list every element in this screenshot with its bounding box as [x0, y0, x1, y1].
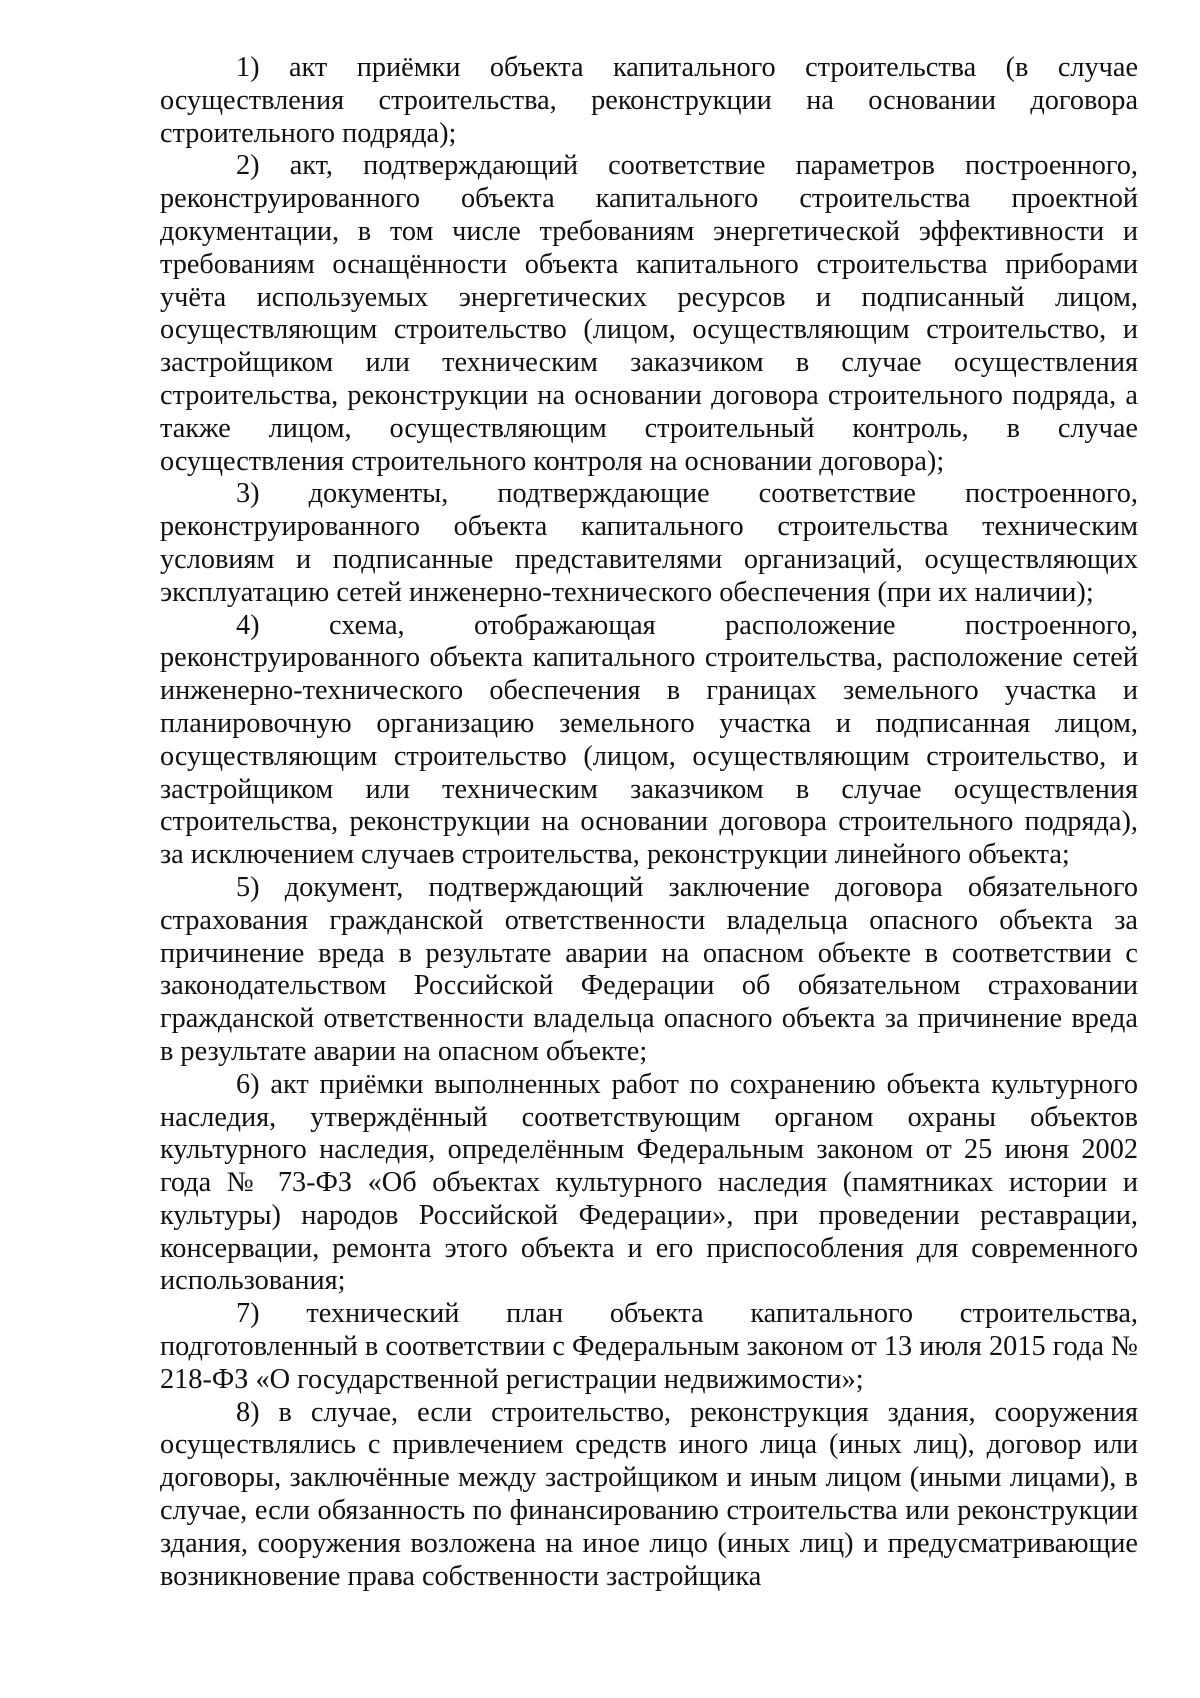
document-page — [160, 52, 1138, 1593]
paragraph-item-7: 7) технический план объекта капитального строительства, подготовленный в соответствии с Федеральным законом от 13 июля 2015 года № 218-ФЗ «О государственной регистрации недвижимости»; — [160, 1298, 1138, 1395]
paragraph-item-6: 6) акт приёмки выполненных работ по сохранению объекта культурного наследия, утверждённый соответствующим органом охраны объектов культурного наследия, определённым Федеральным законом от 25 июня 2002 года № 73-ФЗ «Об объектах культурного наследия (памятниках истории и культуры) народов Российской Федерации», при проведении реставрации, консервации, ремонта этого объекта и его приспособления для современного использования; — [160, 1068, 1138, 1297]
paragraph-item-2: 2) акт, подтверждающий соответствие параметров построенного, реконструированного объекта капитального строительства проектной документации, в том числе требованиям энергетической эффективности и требованиям оснащённости объекта капитального строительства приборами учёта используемых энергетических ресурсов и подписанный лицом, осуществляющим строительство (лицом, осуществляющим строительство, и застройщиком или техническим заказчиком в случае осуществления строительства, реконструкции на основании договора строительного подряда, а также лицом, осуществляющим строительный контроль, в случае осуществления строительного контроля на основании договора); — [160, 150, 1138, 477]
paragraph-item-5: 5) документ, подтверждающий заключение договора обязательного страхования гражданской ответственности владельца опасного объекта за причинение вреда в результате аварии на опасном объекте в соответствии с законодательством Российской Федерации об обязательном страховании гражданской ответственности владельца опасного объекта за причинение вреда в результате аварии на опасном объекте; — [160, 871, 1138, 1067]
paragraph-item-4: 4) схема, отображающая расположение построенного, реконструированного объекта капитального строительства, расположение сетей инженерно-технического обеспечения в границах земельного участка и планировочную организацию земельного участка и подписанная лицом, осуществляющим строительство (лицом, осуществляющим строительство, и застройщиком или техническим заказчиком в случае осуществления строительства, реконструкции на основании договора строительного подряда), за исключением случаев строительства, реконструкции линейного объекта; — [160, 609, 1138, 871]
paragraph-item-1: 1) акт приёмки объекта капитального строительства (в случае осуществления строительства, реконструкции на основании договора строительного подряда); — [160, 52, 1138, 149]
paragraph-item-8: 8) в случае, если строительство, реконструкция здания, сооружения осуществлялись с привлечением средств иного лица (иных лиц), договор или договоры, заключённые между застройщиком и иным лицом (иными лицами), в случае, если обязанность по финансированию строительства или реконструкции здания, сооружения возложена на иное лицо (иных лиц) и предусматривающие возникновение права собственности застройщика — [160, 1396, 1138, 1592]
paragraph-item-3: 3) документы, подтверждающие соответствие построенного, реконструированного объекта капитального строительства техническим условиям и подписанные представителями организаций, осуществляющих эксплуатацию сетей инженерно-технического обеспечения (при их наличии); — [160, 478, 1138, 608]
